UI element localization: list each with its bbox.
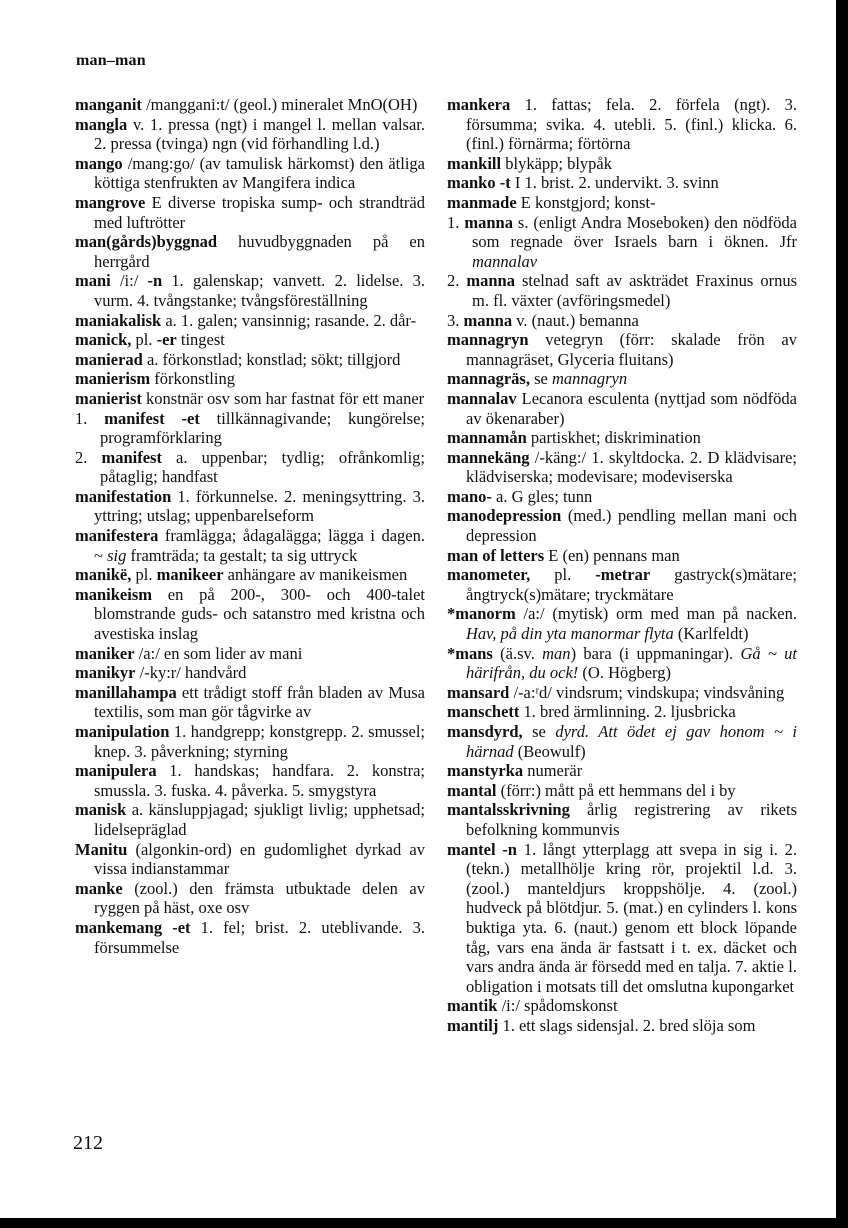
definition-text: konstnär osv som har fastnat för ett maner [141,388,425,408]
dictionary-entry [75,585,425,644]
dictionary-entry [447,702,797,722]
headword: mantilj [447,1015,499,1035]
definition-text: /a:/ en som lider av mani [134,643,303,663]
italic-text: Hav, på din yta manormar flyta [466,624,674,644]
dictionary-entry [447,781,797,801]
definition-text: /i:/ [110,271,148,291]
dictionary-entry [75,232,425,271]
page-number: 212 [73,1132,103,1154]
dictionary-entry [447,546,797,566]
definition-text: (O. Högberg) [578,663,671,683]
headword: mangla [75,114,128,134]
definition-text: /mang:go/ (av tamulisk härkomst) den ätliga köttiga stenfrukten av Mangifera indica [94,153,425,193]
definition-text: pl. [131,565,157,585]
dictionary-entry [447,565,797,604]
definition-text: blykäpp; blypåk [501,153,613,173]
dictionary-entry [447,389,797,428]
dictionary-entry [447,604,797,643]
definition-text: (ä.sv. [492,643,543,663]
headword: manikeer [156,565,224,585]
definition-text: a. uppenbar; tydlig; ofrånkomlig; påtaglig; handfast [100,447,425,487]
definition-text: a. känsluppjagad; sjukligt livlig; upphetsad; lidelsepräglad [94,800,425,839]
dictionary-entry [447,1016,797,1036]
dictionary-entry [75,683,425,722]
dictionary-entry [75,389,425,409]
definition-text: se [529,369,552,389]
headword: mankera [447,95,511,114]
definition-text: pl. [131,330,157,350]
definition-text: s. (enligt Andra Moseboken) den nödföda som regnade över Israels barn i öknen. Jfr [472,212,798,252]
headword: maniker [75,643,135,663]
definition-text: gastryck(s)mätare; ångtryck(s)mätare; tryckmätare [466,565,797,604]
definition-text: årlig registrering av rikets befolkning kommunvis [466,800,797,839]
definition-text: framlägga; ådagalägga; lägga i dagen. ~ [94,526,425,565]
definition-text: a. 1. galen; vansinnig; rasande. 2. dår- [161,310,417,330]
definition-text: Lecanora esculenta (nyttjad som nödföda av ökenaraber) [466,388,797,428]
definition-text: 1. förkunnelse. 2. meningsyttring. 3. yttring; utslag; uppenbarelseform [94,486,425,526]
headword: *mans [447,643,493,663]
dictionary-entry [447,154,797,174]
headword: manometer, [447,565,531,585]
dictionary-entry [75,663,425,683]
headword: mantik [447,996,498,1016]
headword: *manorm [447,604,516,624]
italic-text: dyrd. Att ödet ej gav honom ~ i härnad [466,722,797,761]
definition-text: /-ky:r/ handvård [135,663,247,683]
headword: manifestation [75,486,172,506]
headword: manifest -et [104,408,200,428]
dictionary-entry [75,879,425,918]
headword: manna [463,310,513,330]
dictionary-entry [447,330,797,369]
headword: mankemang -et [75,917,191,937]
headword: manganit [75,95,142,114]
definition-text: 1. [447,212,465,232]
right-column [447,95,797,1036]
headword: mano- [447,486,492,506]
dictionary-entry [75,115,425,154]
italic-text: Gå ~ ut härifrån, du ock! [466,643,797,683]
headword: manodepression [447,506,562,526]
definition-text: 1. ett slags sidensjal. 2. bred slöja som [498,1015,756,1035]
headword: manko -t [447,173,511,193]
dictionary-entry [75,154,425,193]
definition-text: tillkännagivande; kungörelse; programförklaring [100,408,425,448]
dictionary-entry [75,448,425,487]
definition-text: ett trådigt stoff från bladen av Musa textilis, som man gör tågvirke av [94,682,425,722]
headword: mangrove [75,192,146,212]
headword: maniakalisk [75,310,162,330]
definition-text: I 1. brist. 2. undervikt. 3. svinn [510,173,719,193]
headword: mansdyrd, [447,722,523,741]
dictionary-entry [75,800,425,839]
scan-edge-right [836,0,848,1228]
dictionary-entry [75,565,425,585]
definition-text: a. förkonstlad; konstlad; sökt; tillgjord [142,349,401,369]
headword: mannalav [447,388,517,408]
dictionary-entry [447,271,797,310]
headword: mannagryn [447,330,529,350]
headword: manierist [75,388,142,408]
headword: mani [75,271,111,291]
dictionary-entry [447,369,797,389]
headword: mannamån [447,428,527,448]
definition-text: /a:/ (mytisk) orm med man på nacken. [515,604,797,624]
headword: Manitu [75,839,128,859]
headword: manschett [447,702,520,722]
dictionary-entry [75,350,425,370]
dictionary-entry [447,448,797,487]
definition-text: 1. bred ärmlinning. 2. ljusbricka [519,702,736,722]
dictionary-entry [447,996,797,1016]
dictionary-entry [75,311,425,331]
headword: mantal [447,780,497,800]
dictionary-entry [75,722,425,761]
definition-text: 3. [447,310,464,330]
definition-text: (algonkin-ord) en gudomlighet dyrkad av vissa indianstammar [94,839,425,879]
definition-text: vetegryn (förr: skalade frön av mannagräset, Glyceria fluitans) [466,330,797,369]
definition-text: 1. fel; brist. 2. uteblivande. 3. försummelse [94,917,426,957]
definition-text: tingest [176,330,225,350]
definition-text: huvudbyggnaden på en herrgård [94,232,425,271]
scan-edge-bottom [0,1218,848,1228]
headword: manipulation [75,722,170,741]
dictionary-entry [75,409,425,448]
headword: manifestera [75,526,159,546]
headword: manna [466,271,515,291]
definition-text: E diverse tropiska sump- och strandträd med luftrötter [94,192,425,232]
definition-text: 2. [447,271,467,291]
definition-text: 1. långt ytterplagg att svepa in sig i. 2. (tekn.) metallhölje kring rör, projektil l.d. 3. (zool.) manteldjurs kroppshölje. 4. (zool.) hudveck på blötdjur. 5. (mat.) en cylinders l. kons buktiga yta. 6. (naut.) genom ett block löpande tåg, vars ena ända är fastsatt i t. ex. däcket och vars andra ända är försedd med en talja. 7. aktie l. obligation i motsats till det omslutna kupongarket [466,839,798,996]
headword: -metrar [595,565,651,585]
dictionary-entry [75,95,425,115]
dictionary-entry [447,683,797,703]
definition-text: /i:/ spådomskonst [497,996,618,1016]
headword: manierism [75,369,151,389]
headword: manikë, [75,565,132,585]
dictionary-entry [75,487,425,526]
definition-text: partiskhet; diskrimination [526,428,701,448]
dictionary-entry [75,193,425,232]
definition-text: 1. fattas; fela. 2. förfela (ngt). 3. försumma; svika. 4. utebli. 5. (finl.) klicka. 6. (finl.) förnärma; förtörna [466,95,797,154]
definition-text: en på 200-, 300- och 400-talet blomstrande guds- och satanstro med kristna och avestiska inslag [94,584,425,644]
dictionary-entry [447,487,797,507]
dictionary-entry [447,840,797,997]
definition-text: /manggani:t/ (geol.) mineralet MnO(OH) [141,95,418,114]
definition-text: (Beowulf) [513,741,586,761]
headword: mantel -n [447,839,517,859]
headword: man of letters [447,545,545,565]
italic-text: mannalav [472,251,538,271]
dictionary-entry [75,918,425,957]
definition-text: stelnad saft av askträdet Fraxinus ornus m. fl. växter (avföringsmedel) [472,271,798,310]
headword: manstyrka [447,761,524,781]
definition-text: v. (naut.) bemanna [512,310,639,330]
dictionary-entry [447,311,797,331]
definition-text: 2. [75,447,102,467]
italic-text: sig [107,545,127,565]
dictionary-entry [447,428,797,448]
headword: manifest [101,447,162,467]
headword: manierad [75,349,143,369]
definition-text: förkonstling [150,369,235,389]
dictionary-entry [75,526,425,565]
dictionary-entry [75,271,425,310]
definition-text: (förr:) mått på ett hemmans del i by [496,780,736,800]
headword: manikyr [75,663,136,683]
dictionary-entry [75,761,425,800]
dictionary-entry [447,95,797,154]
running-head: man–man [76,52,146,69]
definition-text: numerär [523,761,583,781]
definition-text: ) bara (i uppmaningar). [570,643,741,663]
headword: manisk [75,800,127,820]
definition-text: 1. galenskap; vanvett. 2. lidelse. 3. vurm. 4. tvångstanke; tvångsföreställning [94,271,425,310]
dictionary-entry [447,644,797,683]
definition-text: 1. handskas; handfara. 2. konstra; smussla. 3. fuska. 4. påverka. 5. smygstyra [94,761,425,800]
dictionary-entry [75,369,425,389]
headword: -n [147,271,163,291]
definition-text: 1. handgrepp; konstgrepp. 2. smussel; knep. 3. påverkning; styrning [94,722,425,761]
dictionary-entry [447,800,797,839]
headword: mango [75,153,123,173]
definition-text: /-a:ʳd/ vindsrum; vindskupa; vindsvåning [509,682,785,702]
definition-text: (Karlfeldt) [673,624,749,644]
dictionary-entry [75,840,425,879]
headword: manna [464,212,513,232]
headword: manick, [75,330,132,350]
headword: mankill [447,153,502,173]
definition-text: E (en) pennans man [544,545,680,565]
definition-text: (zool.) den främsta utbuktade delen av ryggen på häst, oxe osv [94,878,425,918]
dictionary-entry [447,722,797,761]
left-column [75,95,425,957]
headword: man(gårds)byggnad [75,232,218,252]
dictionary-entry [75,644,425,664]
dictionary-entry [447,506,797,545]
headword: mantalsskrivning [447,800,570,820]
definition-text: E konstgjord; konst- [516,192,656,212]
definition-text: framträda; ta gestalt; ta sig uttryck [126,545,358,565]
dictionary-entry [447,761,797,781]
headword: mannekäng [447,447,530,467]
definition-text: pl. [530,565,596,585]
definition-text: /-käng:/ 1. skyltdocka. 2. D klädvisare; klädviserska; modevisare; modeviserska [466,447,797,487]
definition-text: v. 1. pressa (ngt) i mangel l. mellan valsar. 2. pressa (tvinga) ngn (vid förhandling l.d.) [94,114,425,154]
headword: manke [75,878,123,898]
headword: -er [156,330,177,350]
dictionary-entry [75,330,425,350]
definition-text: se [522,722,556,741]
definition-text: anhängare av manikeismen [223,565,408,585]
headword: manillahampa [75,682,177,702]
headword: manikeism [75,584,153,604]
italic-text: mannagryn [551,369,628,389]
definition-text: a. G gles; tunn [491,486,593,506]
italic-text: man [542,643,571,663]
headword: manipulera [75,761,157,781]
definition-text: 1. [75,408,105,428]
headword: mannagräs, [447,369,530,389]
headword: mansard [447,682,510,702]
headword: manmade [447,192,517,212]
definition-text: (med.) pendling mellan mani och depression [466,506,797,546]
dictionary-entry [447,173,797,193]
dictionary-entry [447,193,797,213]
dictionary-entry [447,213,797,272]
